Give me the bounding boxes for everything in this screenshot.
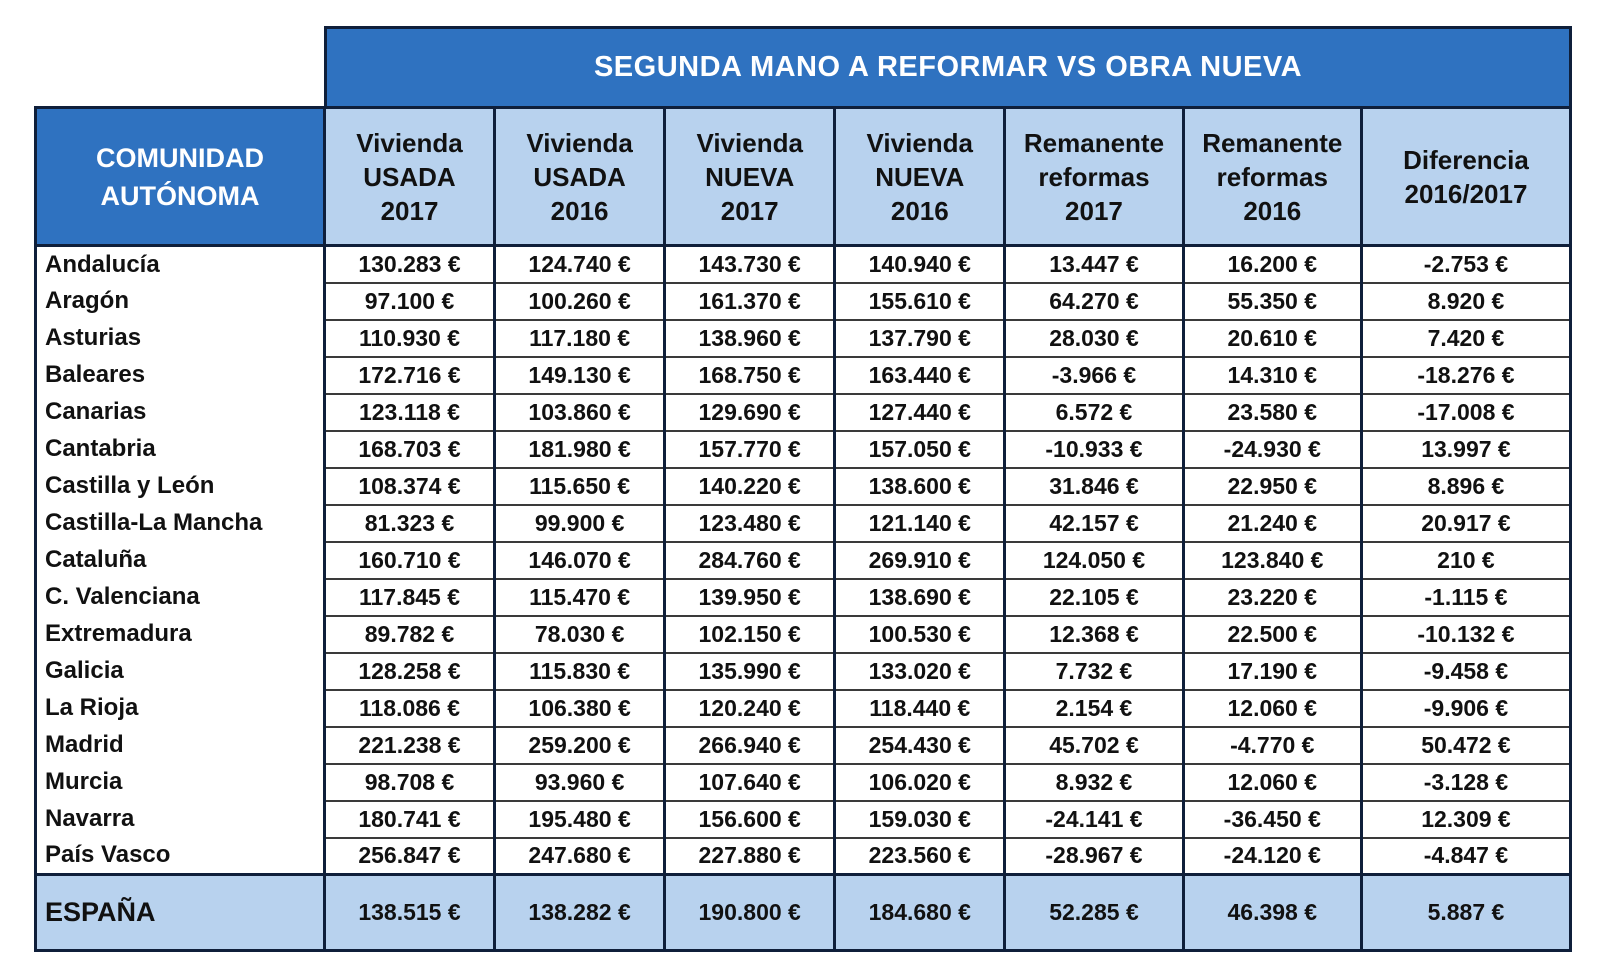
- table-cell: 124.050 €: [1005, 542, 1183, 579]
- table-cell: 100.530 €: [835, 616, 1005, 653]
- table-cell: 50.472 €: [1361, 727, 1570, 764]
- table-cell: -9.458 €: [1361, 653, 1570, 690]
- table-cell: 127.440 €: [835, 394, 1005, 431]
- region-name: Baleares: [36, 357, 325, 394]
- column-header-line2: USADA: [363, 161, 456, 192]
- column-header-line3: 2017: [1065, 195, 1123, 226]
- table-cell: 8.896 €: [1361, 468, 1570, 505]
- column-header: [495, 108, 665, 246]
- table-title: [324, 26, 1572, 106]
- total-cell: 46.398 €: [1183, 875, 1361, 951]
- row-header-line1: COMUNIDAD: [95, 142, 264, 173]
- header-row: [36, 108, 1571, 246]
- table-cell: 102.150 €: [665, 616, 835, 653]
- table-cell: 135.990 €: [665, 653, 835, 690]
- table-cell: 45.702 €: [1005, 727, 1183, 764]
- table-row: [36, 283, 1571, 320]
- table-row: [36, 727, 1571, 764]
- table-row: [36, 505, 1571, 542]
- table-cell: 123.840 €: [1183, 542, 1361, 579]
- table-cell: 64.270 €: [1005, 283, 1183, 320]
- column-header: [665, 108, 835, 246]
- total-row: [36, 875, 1571, 951]
- table-cell: 13.447 €: [1005, 246, 1183, 283]
- column-header-line1: Remanente: [1023, 127, 1165, 158]
- table-cell: 123.480 €: [665, 505, 835, 542]
- table-row: [36, 838, 1571, 875]
- region-name: Castilla-La Mancha: [36, 505, 325, 542]
- region-name: Castilla y León: [36, 468, 325, 505]
- table-cell: 256.847 €: [324, 838, 494, 875]
- column-header: [1361, 108, 1570, 246]
- table-cell: 22.500 €: [1183, 616, 1361, 653]
- table-cell: 155.610 €: [835, 283, 1005, 320]
- table-cell: 23.220 €: [1183, 579, 1361, 616]
- column-header-line3: 2017: [380, 195, 439, 226]
- region-name: Murcia: [36, 764, 325, 801]
- table-cell: 93.960 €: [495, 764, 665, 801]
- table-row: [36, 357, 1571, 394]
- table-cell: 227.880 €: [665, 838, 835, 875]
- table-cell: 157.050 €: [835, 431, 1005, 468]
- region-name: Canarias: [36, 394, 325, 431]
- total-cell: 5.887 €: [1361, 875, 1570, 951]
- column-header: [324, 108, 494, 246]
- table-cell: 247.680 €: [495, 838, 665, 875]
- total-cell: 190.800 €: [665, 875, 835, 951]
- column-header: [1183, 108, 1361, 246]
- table-cell: 156.600 €: [665, 801, 835, 838]
- total-cell: 138.282 €: [495, 875, 665, 951]
- table-cell: 28.030 €: [1005, 320, 1183, 357]
- table-cell: 100.260 €: [495, 283, 665, 320]
- table-cell: -36.450 €: [1183, 801, 1361, 838]
- table-cell: 21.240 €: [1183, 505, 1361, 542]
- table-cell: 14.310 €: [1183, 357, 1361, 394]
- region-name: Madrid: [36, 727, 325, 764]
- table-row: [36, 690, 1571, 727]
- column-header-line1: Vivienda: [526, 127, 633, 158]
- table-cell: 128.258 €: [324, 653, 494, 690]
- table-cell: 137.790 €: [835, 320, 1005, 357]
- table-cell: -2.753 €: [1361, 246, 1570, 283]
- table-row: [36, 394, 1571, 431]
- column-header-line3: 2016: [890, 195, 949, 226]
- table-cell: 115.470 €: [495, 579, 665, 616]
- column-header-line2: NUEVA: [705, 161, 795, 192]
- table-cell: -10.132 €: [1361, 616, 1570, 653]
- table-cell: 140.940 €: [835, 246, 1005, 283]
- table-cell: 110.930 €: [324, 320, 494, 357]
- table-cell: 160.710 €: [324, 542, 494, 579]
- column-header-line2: 2016/2017: [1404, 178, 1528, 209]
- column-header-line2: NUEVA: [875, 161, 965, 192]
- table-cell: -3.966 €: [1005, 357, 1183, 394]
- total-cell: 138.515 €: [324, 875, 494, 951]
- column-header-line1: Vivienda: [356, 127, 463, 158]
- table-cell: 78.030 €: [495, 616, 665, 653]
- table-row: [36, 653, 1571, 690]
- table-cell: 124.740 €: [495, 246, 665, 283]
- column-header-line1: Vivienda: [696, 127, 803, 158]
- column-header-line2: reformas: [1216, 161, 1328, 192]
- table-cell: 120.240 €: [665, 690, 835, 727]
- table-cell: 138.600 €: [835, 468, 1005, 505]
- table-cell: 254.430 €: [835, 727, 1005, 764]
- table-cell: -4.770 €: [1183, 727, 1361, 764]
- table-cell: -17.008 €: [1361, 394, 1570, 431]
- table-cell: 123.118 €: [324, 394, 494, 431]
- table-cell: 12.368 €: [1005, 616, 1183, 653]
- table-cell: -24.930 €: [1183, 431, 1361, 468]
- table-cell: 8.932 €: [1005, 764, 1183, 801]
- table-cell: 143.730 €: [665, 246, 835, 283]
- table-cell: 23.580 €: [1183, 394, 1361, 431]
- table-title-text: SEGUNDA MANO A REFORMAR VS OBRA NUEVA: [593, 51, 1303, 83]
- table-cell: 12.309 €: [1361, 801, 1570, 838]
- table-row: [36, 246, 1571, 283]
- table-cell: 55.350 €: [1183, 283, 1361, 320]
- total-cell: 184.680 €: [835, 875, 1005, 951]
- table-cell: 107.640 €: [665, 764, 835, 801]
- region-name: Galicia: [36, 653, 325, 690]
- table-cell: 115.830 €: [495, 653, 665, 690]
- column-header: [1005, 108, 1183, 246]
- table-cell: -1.115 €: [1361, 579, 1570, 616]
- table-cell: 133.020 €: [835, 653, 1005, 690]
- table-cell: 266.940 €: [665, 727, 835, 764]
- column-header-line2: reformas: [1038, 161, 1150, 192]
- table-cell: 99.900 €: [495, 505, 665, 542]
- table-cell: 181.980 €: [495, 431, 665, 468]
- table-row: [36, 468, 1571, 505]
- data-table: [34, 106, 1572, 952]
- table-row: [36, 320, 1571, 357]
- table-cell: 163.440 €: [835, 357, 1005, 394]
- table-cell: -24.120 €: [1183, 838, 1361, 875]
- table-cell: -10.933 €: [1005, 431, 1183, 468]
- column-header-line1: Remanente: [1202, 127, 1343, 158]
- region-name: Aragón: [36, 283, 325, 320]
- column-header-line1: Diferencia: [1403, 144, 1529, 175]
- table-cell: 103.860 €: [495, 394, 665, 431]
- table-cell: 180.741 €: [324, 801, 494, 838]
- row-header-line2: AUTÓNOMA: [100, 180, 260, 211]
- table-row: [36, 801, 1571, 838]
- region-name: Andalucía: [36, 246, 325, 283]
- table-cell: 159.030 €: [835, 801, 1005, 838]
- column-header-line3: 2017: [720, 195, 779, 226]
- table-cell: 259.200 €: [495, 727, 665, 764]
- column-header-line3: 2016: [550, 195, 609, 226]
- table-cell: 168.750 €: [665, 357, 835, 394]
- table-cell: 117.845 €: [324, 579, 494, 616]
- table-cell: 172.716 €: [324, 357, 494, 394]
- table-cell: -3.128 €: [1361, 764, 1570, 801]
- table-cell: -24.141 €: [1005, 801, 1183, 838]
- region-name: Cantabria: [36, 431, 325, 468]
- table-cell: 118.086 €: [324, 690, 494, 727]
- table-cell: 129.690 €: [665, 394, 835, 431]
- table-cell: 20.610 €: [1183, 320, 1361, 357]
- table-cell: 22.950 €: [1183, 468, 1361, 505]
- table-cell: 12.060 €: [1183, 764, 1361, 801]
- total-cell: 52.285 €: [1005, 875, 1183, 951]
- table-cell: 149.130 €: [495, 357, 665, 394]
- table-cell: 221.238 €: [324, 727, 494, 764]
- table-cell: 117.180 €: [495, 320, 665, 357]
- table-cell: -18.276 €: [1361, 357, 1570, 394]
- table-cell: -28.967 €: [1005, 838, 1183, 875]
- table-cell: 31.846 €: [1005, 468, 1183, 505]
- table-cell: -9.906 €: [1361, 690, 1570, 727]
- region-name: Asturias: [36, 320, 325, 357]
- table-row: [36, 616, 1571, 653]
- column-header-line3: 2016: [1243, 195, 1302, 226]
- table-cell: 7.420 €: [1361, 320, 1570, 357]
- table-cell: 7.732 €: [1005, 653, 1183, 690]
- column-header-line2: USADA: [533, 161, 626, 192]
- table-cell: 12.060 €: [1183, 690, 1361, 727]
- table-cell: 118.440 €: [835, 690, 1005, 727]
- table-cell: 157.770 €: [665, 431, 835, 468]
- region-name: C. Valenciana: [36, 579, 325, 616]
- table-cell: 13.997 €: [1361, 431, 1570, 468]
- table-cell: 16.200 €: [1183, 246, 1361, 283]
- table-cell: 108.374 €: [324, 468, 494, 505]
- table-cell: 97.100 €: [324, 283, 494, 320]
- table-cell: 6.572 €: [1005, 394, 1183, 431]
- table-cell: 121.140 €: [835, 505, 1005, 542]
- table-cell: 106.020 €: [835, 764, 1005, 801]
- region-name: Extremadura: [36, 616, 325, 653]
- table-cell: 22.105 €: [1005, 579, 1183, 616]
- table-cell: 106.380 €: [495, 690, 665, 727]
- table-row: [36, 431, 1571, 468]
- table-cell: 138.960 €: [665, 320, 835, 357]
- table-cell: 195.480 €: [495, 801, 665, 838]
- table-cell: 98.708 €: [324, 764, 494, 801]
- table-cell: 223.560 €: [835, 838, 1005, 875]
- table-cell: 2.154 €: [1005, 690, 1183, 727]
- table-cell: 20.917 €: [1361, 505, 1570, 542]
- table-cell: 139.950 €: [665, 579, 835, 616]
- table-cell: 210 €: [1361, 542, 1570, 579]
- table-row: [36, 579, 1571, 616]
- table-cell: 269.910 €: [835, 542, 1005, 579]
- table-cell: 115.650 €: [495, 468, 665, 505]
- table-cell: 17.190 €: [1183, 653, 1361, 690]
- table-row: [36, 542, 1571, 579]
- row-header-label: [36, 108, 325, 246]
- table-cell: 8.920 €: [1361, 283, 1570, 320]
- table-cell: 138.690 €: [835, 579, 1005, 616]
- region-name: Navarra: [36, 801, 325, 838]
- table-cell: 146.070 €: [495, 542, 665, 579]
- table-cell: 89.782 €: [324, 616, 494, 653]
- column-header: [835, 108, 1005, 246]
- table-cell: 42.157 €: [1005, 505, 1183, 542]
- table-cell: -4.847 €: [1361, 838, 1570, 875]
- table-cell: 81.323 €: [324, 505, 494, 542]
- column-header-line1: Vivienda: [866, 127, 974, 158]
- table-cell: 161.370 €: [665, 283, 835, 320]
- table-row: [36, 764, 1571, 801]
- table-cell: 168.703 €: [324, 431, 494, 468]
- region-name: Cataluña: [36, 542, 325, 579]
- table-cell: 140.220 €: [665, 468, 835, 505]
- region-name: País Vasco: [36, 838, 325, 875]
- region-name: La Rioja: [36, 690, 325, 727]
- table-cell: 130.283 €: [324, 246, 494, 283]
- table-cell: 284.760 €: [665, 542, 835, 579]
- total-name: ESPAÑA: [36, 875, 325, 951]
